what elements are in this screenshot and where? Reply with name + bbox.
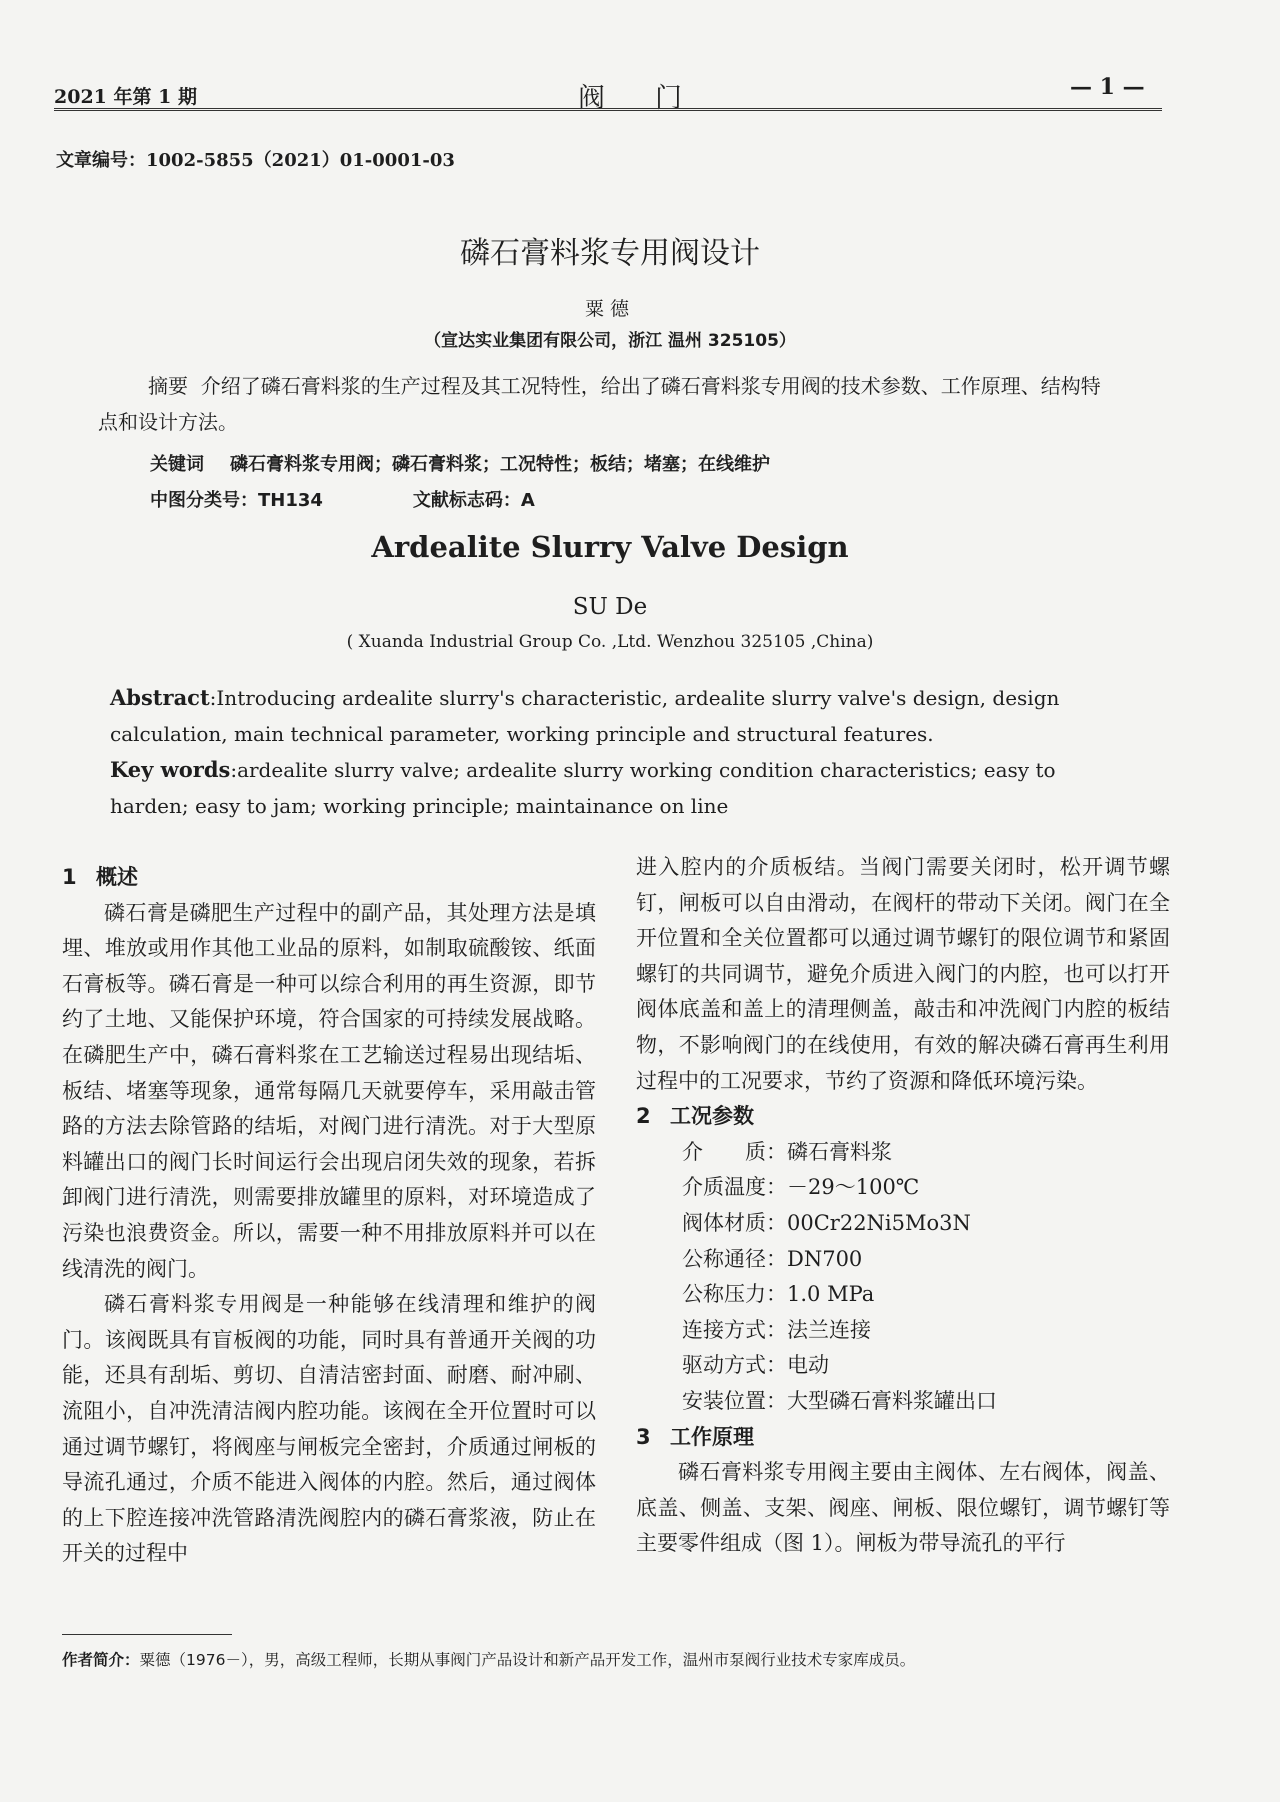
section-3-paragraph-1: 磷石膏料浆专用阀主要由主阀体、左右阀体，阀盖、底盖、侧盖、支架、阀座、闸板、限位螺钉，调节螺钉等主要零件组成（图 1）。闸板为带导流孔的平行 <box>636 1460 1170 1556</box>
param-nominal-diameter: 公称通径：DN700 <box>682 1246 863 1271</box>
param-temperature: 介质温度：－29～100℃ <box>682 1175 920 1200</box>
param-drive: 驱动方式：电动 <box>682 1353 829 1378</box>
affiliation-english: ( Xuanda Industrial Group Co. ,Ltd. Wenzhou 325105 ,China) <box>346 632 874 652</box>
page-number: — 1 — <box>1070 74 1145 100</box>
keywords-chinese-label: 关键词 <box>150 454 204 475</box>
section-3-heading <box>636 1420 1170 1456</box>
abstract-english <box>110 680 1120 752</box>
param-installation: 安装位置：大型磷石膏料浆罐出口 <box>682 1388 997 1413</box>
abstract-english-text: :Introducing ardealite slurry's characteristic, ardealite slurry valve's design, design calculation, main technical parameter, working principle and structural features. <box>110 686 1060 746</box>
clc-number: 中图分类号：TH134 <box>150 490 323 511</box>
section-1-title: 概述 <box>96 865 138 889</box>
keywords-english <box>110 752 1120 824</box>
section-3-number: 3 <box>636 1424 651 1449</box>
section-1-heading <box>62 860 596 896</box>
param-nominal-pressure: 公称压力：1.0 MPa <box>682 1282 875 1307</box>
footnote-label: 作者简介： <box>62 1651 140 1669</box>
param-medium: 介 质：磷石膏料浆 <box>682 1139 892 1164</box>
param-body-material: 阀体材质：00Cr22Ni5Mo3N <box>682 1210 971 1235</box>
section-1-number: 1 <box>62 865 77 889</box>
section-2-number: 2 <box>636 1104 651 1129</box>
keywords-english-label: Key words <box>110 757 231 782</box>
header-rule <box>54 108 1162 111</box>
abstract-chinese <box>98 368 1118 440</box>
author-footnote <box>62 1648 915 1670</box>
journal-name: 阀门 <box>578 83 732 114</box>
param-connection: 连接方式：法兰连接 <box>682 1317 871 1342</box>
section-1-paragraph-2: 磷石膏料浆专用阀是一种能够在线清理和维护的阀门。该阀既具有盲板阀的功能，同时具有普通开关阀的功能，还具有刮垢、剪切、自清洁密封面、耐磨、耐冲刷、流阻小，自冲洗清洁阀内腔功能。该阀在全开位置时可以通过调节螺钉，将阀座与闸板完全密封，介质通过闸板的导流孔通过，介质不能进入阀体的内腔。然后，通过阀体的上下腔连接冲洗管路清洗阀腔内的磷石膏浆液，防止在开关的过程中 <box>62 1292 596 1566</box>
section-2-heading <box>636 1099 1170 1135</box>
keywords-english-text: :ardealite slurry valve; ardealite slurry working condition characteristics; easy to harden; easy to jam; working principle; maintainance on line <box>110 758 1056 818</box>
footnote-rule <box>62 1634 232 1635</box>
article-number: 文章编号：1002-5855（2021）01-0001-03 <box>56 150 455 171</box>
right-column <box>636 850 1170 1562</box>
left-column <box>62 860 596 1572</box>
abstract-english-label: Abstract <box>110 685 210 710</box>
author-english: SU De <box>572 594 648 620</box>
footnote-text: 粟德（1976－），男，高级工程师，长期从事阀门产品设计和新产品开发工作，温州市泵阀行业技术专家库成员。 <box>139 1651 916 1669</box>
section-1-paragraph-1: 磷石膏是磷肥生产过程中的副产品，其处理方法是填埋、堆放或用作其他工业品的原料，如制取硫酸铵、纸面石膏板等。磷石膏是一种可以综合利用的再生资源，即节约了土地、又能保护环境，符合国家的可持续发展战略。在磷肥生产中，磷石膏料浆在工艺输送过程易出现结垢、板结、堵塞等现象，通常每隔几天就要停车，采用敲击管路的方法去除管路的结垢，对阀门进行清洗。对于大型原料罐出口的阀门长时间运行会出现启闭失效的现象，若拆卸阀门进行清洗，则需要排放罐里的原料，对环境造成了污染也浪费资金。所以，需要一种不用排放原料并可以在线清洗的阀门。 <box>62 900 596 1281</box>
abstract-chinese-text: 介绍了磷石膏料浆的生产过程及其工况特性，给出了磷石膏料浆专用阀的技术参数、工作原理、结构特点和设计方法。 <box>98 374 1101 434</box>
title-english: Ardealite Slurry Valve Design <box>371 530 849 564</box>
document-code: 文献标志码：A <box>412 490 535 511</box>
keywords-chinese-text: 磷石膏料浆专用阀；磷石膏料浆；工况特性；板结；堵塞；在线维护 <box>230 454 770 475</box>
journal-issue: 2021 年第 1 期 <box>54 86 197 108</box>
title-chinese: 磷石膏料浆专用阀设计 <box>460 236 760 271</box>
author-chinese: 粟德 <box>584 298 635 320</box>
abstract-chinese-label: 摘要 <box>148 374 188 398</box>
keywords-chinese <box>150 450 770 476</box>
section-2-title: 工况参数 <box>670 1104 754 1129</box>
section-3-title: 工作原理 <box>670 1424 754 1449</box>
classification-line <box>150 486 535 512</box>
section-1-paragraph-2-continued: 进入腔内的介质板结。当阀门需要关闭时，松开调节螺钉，闸板可以自由滑动，在阀杆的带动下关闭。阀门在全开位置和全关位置都可以通过调节螺钉的限位调节和紧固螺钉的共同调节，避免介质进入阀门的内腔，也可以打开阀体底盖和盖上的清理侧盖，敲击和冲洗阀门内腔的板结物，不影响阀门的在线使用，有效的解决磷石膏再生利用过程中的工况要求，节约了资源和降低环境污染。 <box>636 855 1170 1093</box>
affiliation-chinese: （宣达实业集团有限公司，浙江 温州 325105） <box>424 331 796 351</box>
